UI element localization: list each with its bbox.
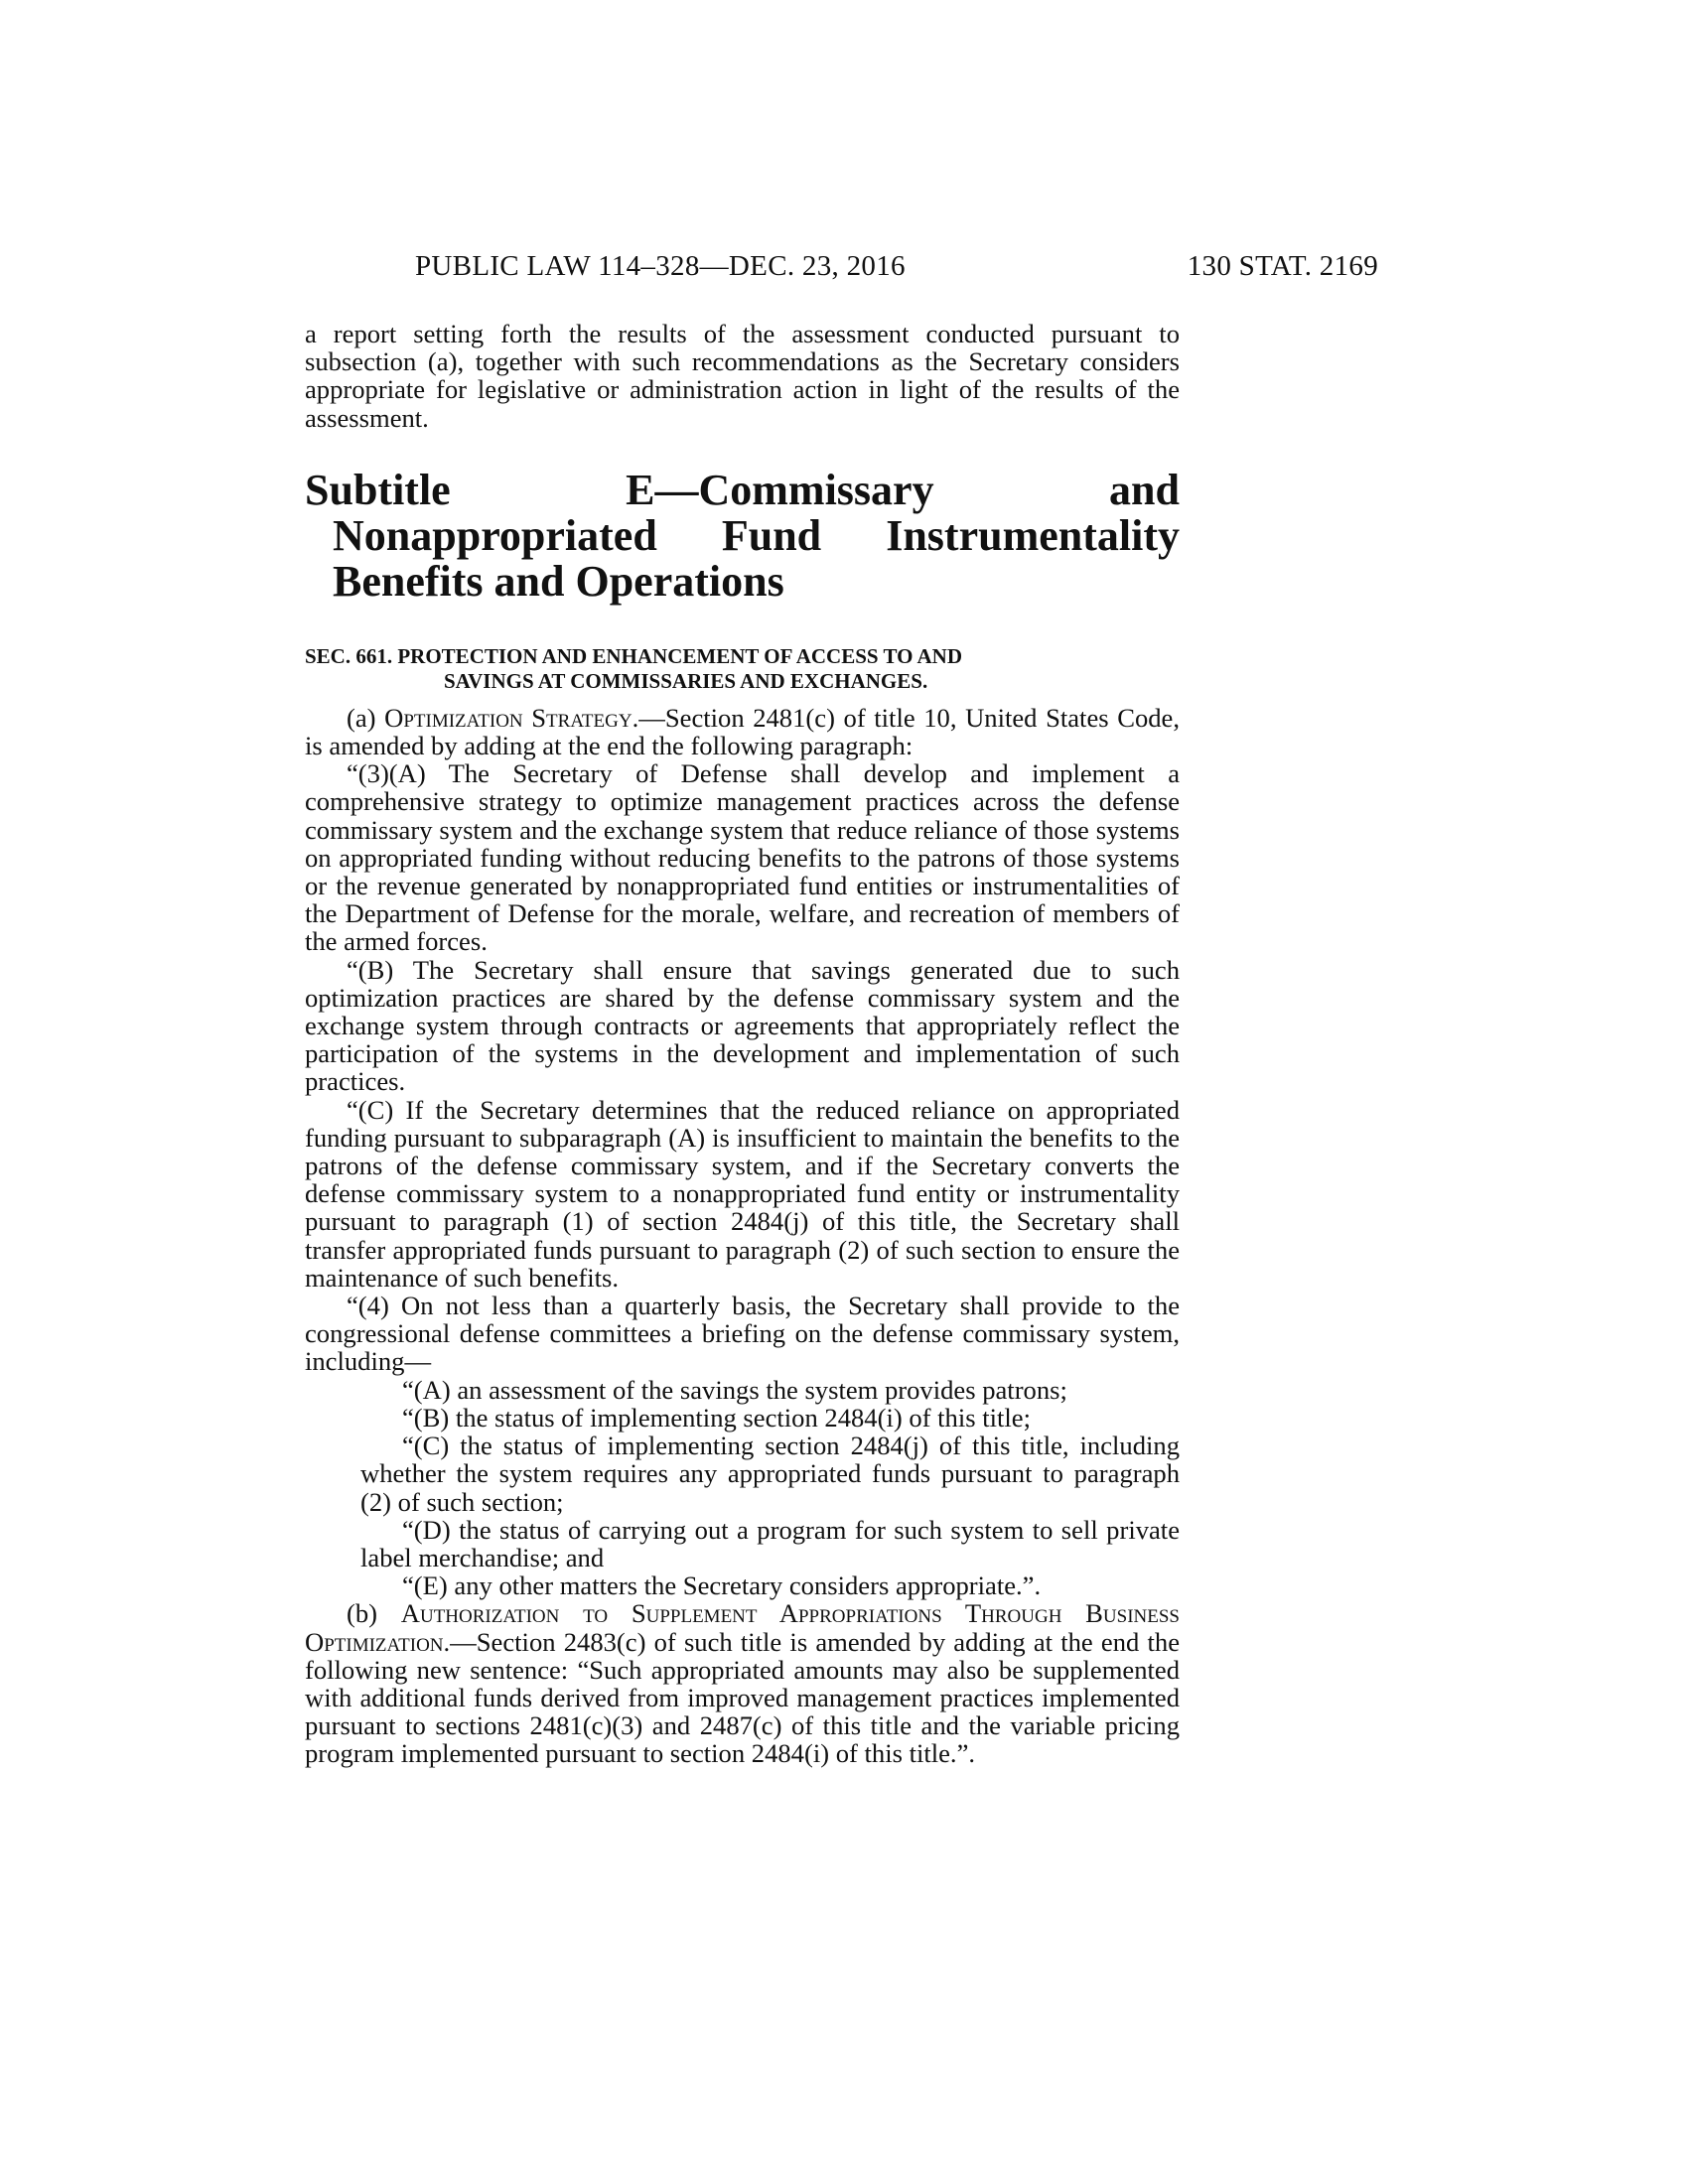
subsection-b-caption: Authorization to Supplement Appropriations Through Business Optimization. xyxy=(305,1598,1180,1657)
subsection-a-text: —Section 2481(c) of title 10, United States Code, is amended by adding at the end the following paragraph: xyxy=(305,702,1180,761)
paragraph-4e: “(E) any other matters the Secretary considers appropriate.”. xyxy=(402,1570,1042,1601)
subsection-b-text: —Section 2483(c) of such title is amended by adding at the end the following new sentence: “Such appropriated amounts may also be supplemented with additional funds derived from improved management practices implemented pursuant to sections 2481(c)(3) and 2487(c) of this title and the variable pricing program implemented pursuant to section 2484(i) of this title.”. xyxy=(305,1626,1180,1769)
paragraph-3a: “(3)(A) The Secretary of Defense shall develop and implement a comprehensive strategy to optimize management practices across the defense commissary system and the exchange system that reduce reliance of those systems on appropriated funding without reducing benefits to the patrons of those systems or the revenue generated by nonappropriated fund entities or instrumentalities of the Department of Defense for the morale, welfare, and recreation of members of the armed forces. xyxy=(305,758,1180,957)
section-heading-line1: SEC. 661. PROTECTION AND ENHANCEMENT OF ACCESS TO AND xyxy=(305,643,963,668)
paragraph-4c: “(C) the status of implementing section 2484(j) of this title, including whether the system requires any appropriated funds pursuant to paragraph (2) of such section; xyxy=(360,1431,1180,1517)
public-law-citation: PUBLIC LAW 114–328—DEC. 23, 2016 xyxy=(415,250,906,282)
intro-paragraph: a report setting forth the results of the assessment conducted pursuant to subsection (a), together with such recommendations as the Secretary considers appropriate for legislative or administration action in light of the results of the assessment. xyxy=(305,319,1180,433)
subsection-b-label: (b) xyxy=(347,1598,401,1629)
paragraph-4d: “(D) the status of carrying out a program for such system to sell private label merchandise; and xyxy=(360,1514,1180,1572)
subsection-a-caption: Optimization Strategy. xyxy=(384,702,639,733)
paragraph-4: “(4) On not less than a quarterly basis, the Secretary shall provide to the congressional defense committees a briefing on the defense commissary system, including— xyxy=(305,1291,1180,1377)
paragraph-3c: “(C) If the Secretary determines that the reduced reliance on appropriated funding pursuant to subparagraph (A) is insufficient to maintain the benefits to the patrons of the defense commissary system, and if the Secretary converts the defense commissary system to a nonappropriated fund entity or instrumentality pursuant to paragraph (1) of section 2484(j) of this title, the Secretary shall transfer appropriated funds pursuant to paragraph (2) of such section to ensure the maintenance of such benefits. xyxy=(305,1094,1180,1293)
section-heading-line2: SAVINGS AT COMMISSARIES AND EXCHANGES. xyxy=(444,668,928,693)
paragraph-3b: “(B) The Secretary shall ensure that savings generated due to such optimization practices are shared by the defense commissary system and the exchange system through contracts or agreements that appropriately reflect the participation of the systems in the development and implementation of such practices. xyxy=(305,954,1180,1097)
subsection-b xyxy=(305,1599,1180,1767)
document-body xyxy=(305,320,1180,1768)
paragraph-4a: “(A) an assessment of the savings the system provides patrons; xyxy=(402,1374,1067,1405)
subsection-a-label: (a) xyxy=(347,702,385,733)
statute-page-number: 130 STAT. 2169 xyxy=(1187,250,1378,282)
subsection-a xyxy=(305,704,1180,759)
paragraph-4b: “(B) the status of implementing section 2484(i) of this title; xyxy=(402,1402,1031,1433)
paragraph-4-list xyxy=(305,1376,1180,1600)
running-header xyxy=(415,250,1378,290)
section-heading xyxy=(305,644,1180,694)
subtitle-heading: Subtitle E—Commissary and Nonappropriated Fund Instrumentality Benefits and Operations xyxy=(305,465,1180,606)
